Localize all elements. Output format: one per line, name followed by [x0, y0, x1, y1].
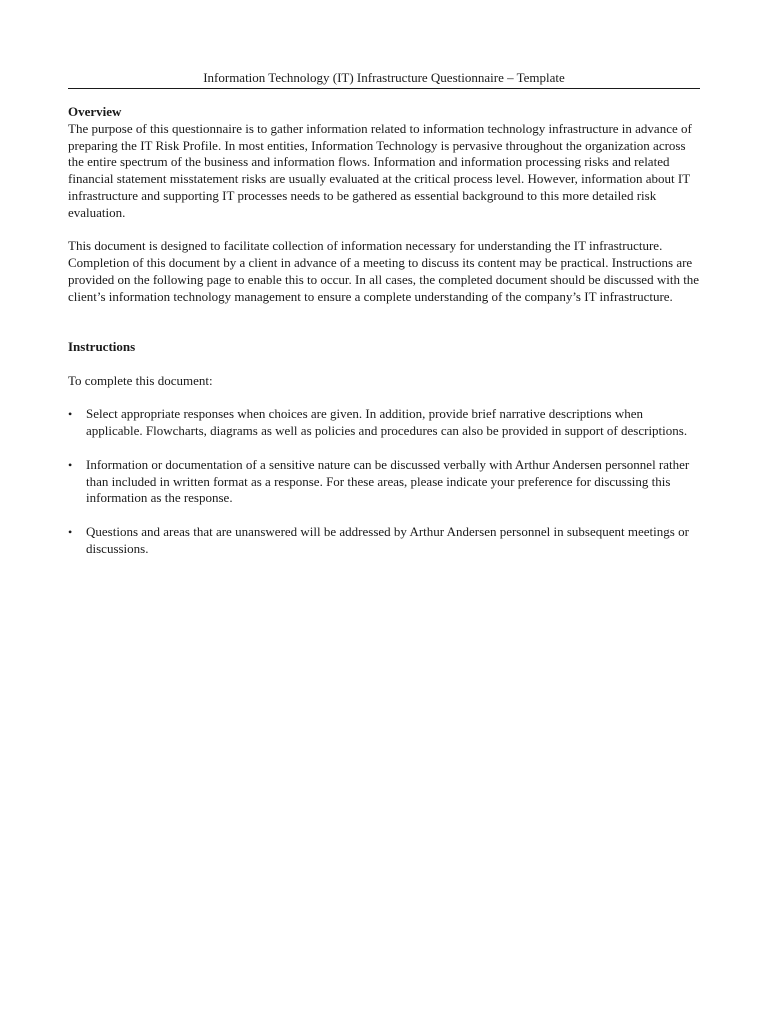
list-item: [68, 457, 700, 507]
list-item: [68, 524, 700, 558]
bullet-icon: •: [68, 457, 73, 472]
list-item: [68, 406, 700, 440]
header-divider: [68, 88, 700, 89]
list-item-text: Information or documentation of a sensitive nature can be discussed verbally with Arthur Andersen personnel rather than included in written format as a response. For these areas, please indicate your preference for discussing this information as the response.: [86, 456, 690, 506]
instructions-heading: Instructions: [68, 339, 136, 355]
overview-paragraph-2: This document is designed to facilitate collection of information necessary for understanding the IT infrastructure. Completion of this document by a client in advance of a meeting to discuss its content may be practical. Instructions are provided on the following page to enable this to occur. In all cases, the completed document should be discussed with the client’s information technology management to ensure a complete understanding of the company’s IT infrastructure.: [68, 238, 700, 304]
overview-heading: Overview: [68, 104, 122, 119]
bullet-icon: •: [68, 524, 73, 539]
overview-paragraph-1: The purpose of this questionnaire is to gather information related to information technology infrastructure in advance of preparing the IT Risk Profile. In most entities, Information Technology is pervasive throughout the organization across the entire spectrum of the business and information flows. Information and information processing risks and related financial statement misstatement risks are usually evaluated at the critical process level. However, information about IT infrastructure and supporting IT processes needs to be gathered as essential background to this more detailed risk evaluation.: [68, 120, 692, 220]
instructions-list: [68, 406, 700, 557]
list-item-text: Questions and areas that are unanswered will be addressed by Arthur Andersen personnel in subsequent meetings or discussions.: [86, 523, 689, 556]
instructions-intro: To complete this document:: [68, 372, 213, 388]
page-header-title: Information Technology (IT) Infrastructure Questionnaire – Template: [203, 70, 565, 85]
document-body: [68, 104, 700, 574]
bullet-icon: •: [68, 407, 73, 422]
list-item-text: Select appropriate responses when choices are given. In addition, provide brief narrative descriptions when applicable. Flowcharts, diagrams as well as policies and procedures can also be provided in support of descriptions.: [86, 406, 688, 439]
